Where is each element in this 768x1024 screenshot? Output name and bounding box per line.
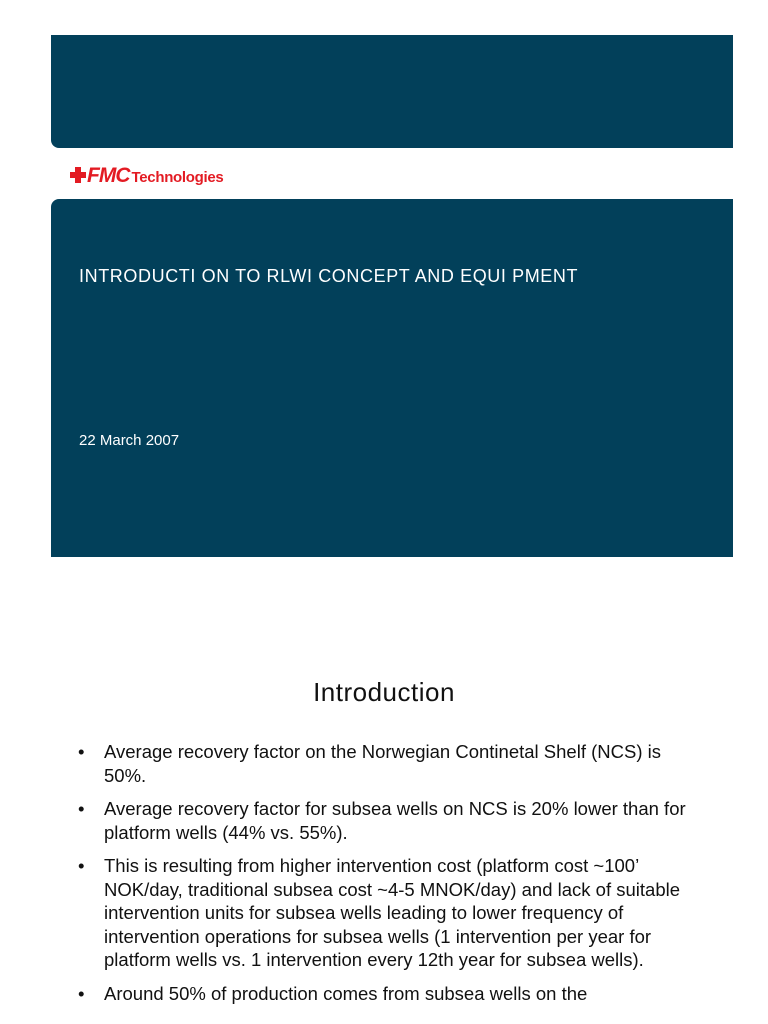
bullet-item: • Average recovery factor for subsea wells on NCS is 20% lower than for platform wells (44% vs. 55%). (78, 797, 698, 844)
bullet-list (78, 740, 698, 1015)
section-heading: Introduction (313, 677, 455, 707)
presentation-title: INTRODUCTI ON TO RLWI CONCEPT AND EQUI PMENT (79, 266, 579, 286)
title-panel (51, 199, 733, 557)
bullet-item: • Around 50% of production comes from subsea wells on the (78, 982, 698, 1006)
bullet-item: • Average recovery factor on the Norwegian Continetal Shelf (NCS) is 50%. (78, 740, 698, 787)
fmc-logo (70, 163, 223, 187)
header-band (51, 35, 733, 148)
presentation-date: 22 March 2007 (79, 432, 180, 449)
bullet-item: • This is resulting from higher intervention cost (platform cost ~100’ NOK/day, traditional subsea cost ~4-5 MNOK/day) and lack of suitable intervention units for subsea wells leading to lower frequency of intervention operations for subsea wells (1 intervention per year for platform wells vs. 1 intervention every 12th year for subsea wells). (78, 854, 698, 972)
logo-brand: FMC (87, 163, 130, 187)
logo-suffix: Technologies (131, 168, 224, 186)
cross-logo-icon (70, 167, 86, 183)
